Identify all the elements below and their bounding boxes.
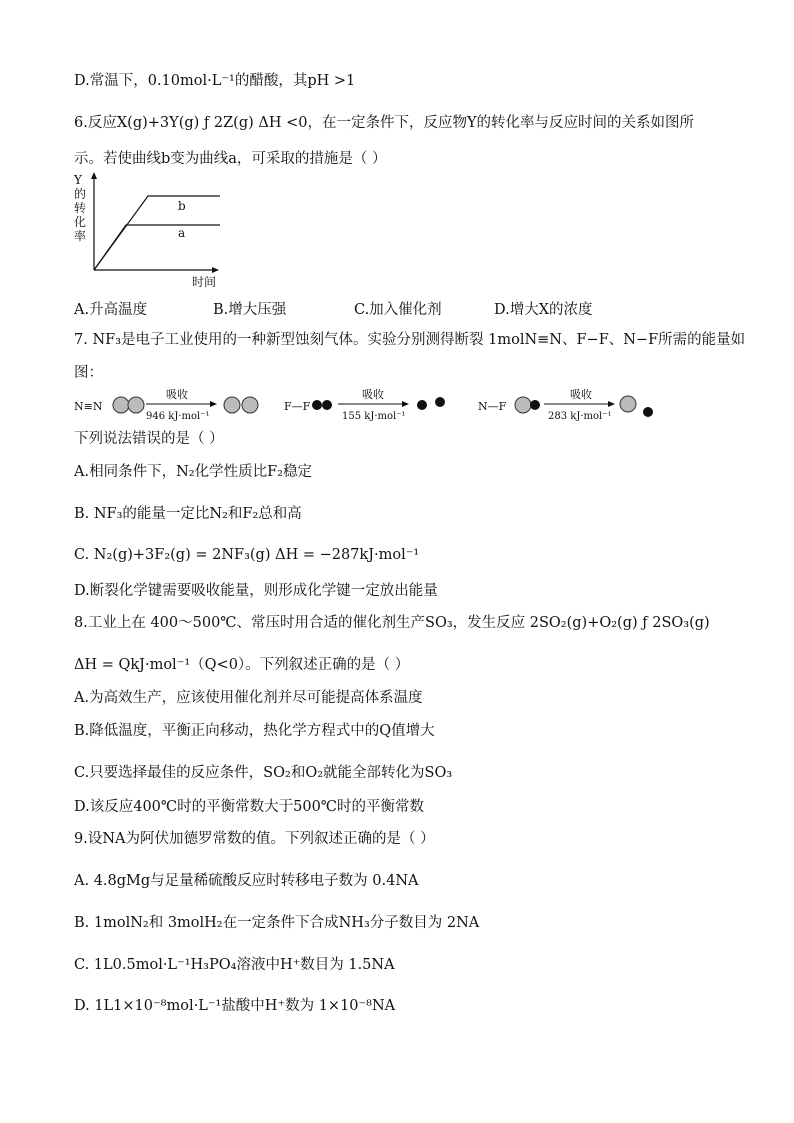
q7-stem-line1: 7. NF₃是电子工业使用的一种新型蚀刻气体。实验分别测得断裂 1molN≡N、F−F、N−F所需的能量如 xyxy=(74,332,746,348)
curve-b xyxy=(94,196,220,270)
q7-stem-line2: 图： xyxy=(74,365,103,381)
q8-option-b: B.降低温度，平衡正向移动，热化学方程式中的Q值增大 xyxy=(74,723,435,739)
curve-a xyxy=(94,225,220,270)
curve-b-label: b xyxy=(178,199,186,213)
y-label-char: Y xyxy=(74,173,82,187)
bond-nn-label: N≡N xyxy=(74,400,103,413)
q8-option-d: D.该反应400℃时的平衡常数大于500℃时的平衡常数 xyxy=(74,799,425,815)
q9-option-c: C. 1L0.5mol·L⁻¹H₃PO₄溶液中H⁺数目为 1.5NA xyxy=(74,957,395,973)
q6-stem-line1: 6.反应X(g)+3Y(g) ƒ 2Z(g) ΔH <0，在一定条件下，反应物Y的转化率与反应时间的关系如图所 xyxy=(74,115,695,131)
y-axis-arrow xyxy=(91,172,97,179)
y-label-char: 率 xyxy=(74,229,87,243)
q9-option-a: A. 4.8gMg与足量稀硫酸反应时转移电子数为 0.4NA xyxy=(74,873,419,889)
bond-nf-energy: 283 kJ·mol⁻¹ xyxy=(548,411,612,422)
q9-stem: 9.设NA为阿伏加德罗常数的值。下列叙述正确的是（ ） xyxy=(74,831,435,847)
q5-option-d: D.常温下，0.10mol·L⁻¹的醋酸，其pH >1 xyxy=(74,73,356,89)
q7-option-a: A.相同条件下，N₂化学性质比F₂稳定 xyxy=(74,464,312,480)
bond-energy-diagram xyxy=(74,388,674,424)
q6-option-c: C.加入催化剂 xyxy=(354,302,442,318)
q8-option-c: C.只要选择最佳的反应条件，SO₂和O₂就能全部转化为SO₃ xyxy=(74,765,453,781)
bond-nn-group xyxy=(74,388,258,422)
bond-ff-group xyxy=(284,388,445,422)
q8-stem-line2: ΔH = QkJ·mol⁻¹（Q<0）。下列叙述正确的是（ ） xyxy=(74,657,410,673)
bond-nn-action: 吸收 xyxy=(166,388,188,401)
bond-ff-energy: 155 kJ·mol⁻¹ xyxy=(342,411,406,422)
y-label-char: 的 xyxy=(74,187,87,201)
y-label-char: 转 xyxy=(74,201,87,215)
bond-ff-label: F—F xyxy=(284,400,311,413)
q7-option-d: D.断裂化学键需要吸收能量，则形成化学键一定放出能量 xyxy=(74,583,438,599)
graph-y-label xyxy=(73,173,86,243)
y-label-char: 化 xyxy=(74,215,87,229)
q7-option-c: C. N₂(g)+3F₂(g) = 2NF₃(g) ΔH = −287kJ·mol⁻¹ xyxy=(74,547,420,563)
q8-stem-line1: 8.工业上在 400～500℃、常压时用合适的催化剂生产SO₃，发生反应 2SO₂(g)+O₂(g) ƒ 2SO₃(g) xyxy=(74,615,710,631)
q7-option-b: B. NF₃的能量一定比N₂和F₂总和高 xyxy=(74,506,302,522)
q9-option-d: D. 1L1×10⁻⁸mol·L⁻¹盐酸中H⁺数为 1×10⁻⁸NA xyxy=(74,998,396,1014)
x-axis-label: 时间 xyxy=(192,275,217,289)
bond-nn-energy: 946 kJ·mol⁻¹ xyxy=(146,411,210,422)
conversion-time-graph xyxy=(70,170,230,292)
q6-option-b: B.增大压强 xyxy=(213,302,287,318)
q6-option-d: D.增大X的浓度 xyxy=(494,302,593,318)
curve-a-label: a xyxy=(178,226,186,240)
bond-ff-action: 吸收 xyxy=(362,388,384,401)
q6-option-a: A.升高温度 xyxy=(74,302,148,318)
x-axis-arrow xyxy=(212,267,219,273)
bond-nf-label: N—F xyxy=(478,400,507,413)
q6-stem-line2: 示。若使曲线b变为曲线a，可采取的措施是（ ） xyxy=(74,151,387,167)
q9-option-b: B. 1molN₂和 3molH₂在一定条件下合成NH₃分子数目为 2NA xyxy=(74,915,480,931)
bond-nf-group xyxy=(478,388,653,422)
q8-option-a: A.为高效生产，应该使用催化剂并尽可能提高体系温度 xyxy=(74,690,423,706)
q7-question: 下列说法错误的是（ ） xyxy=(74,431,224,447)
bond-nf-action: 吸收 xyxy=(570,388,592,401)
